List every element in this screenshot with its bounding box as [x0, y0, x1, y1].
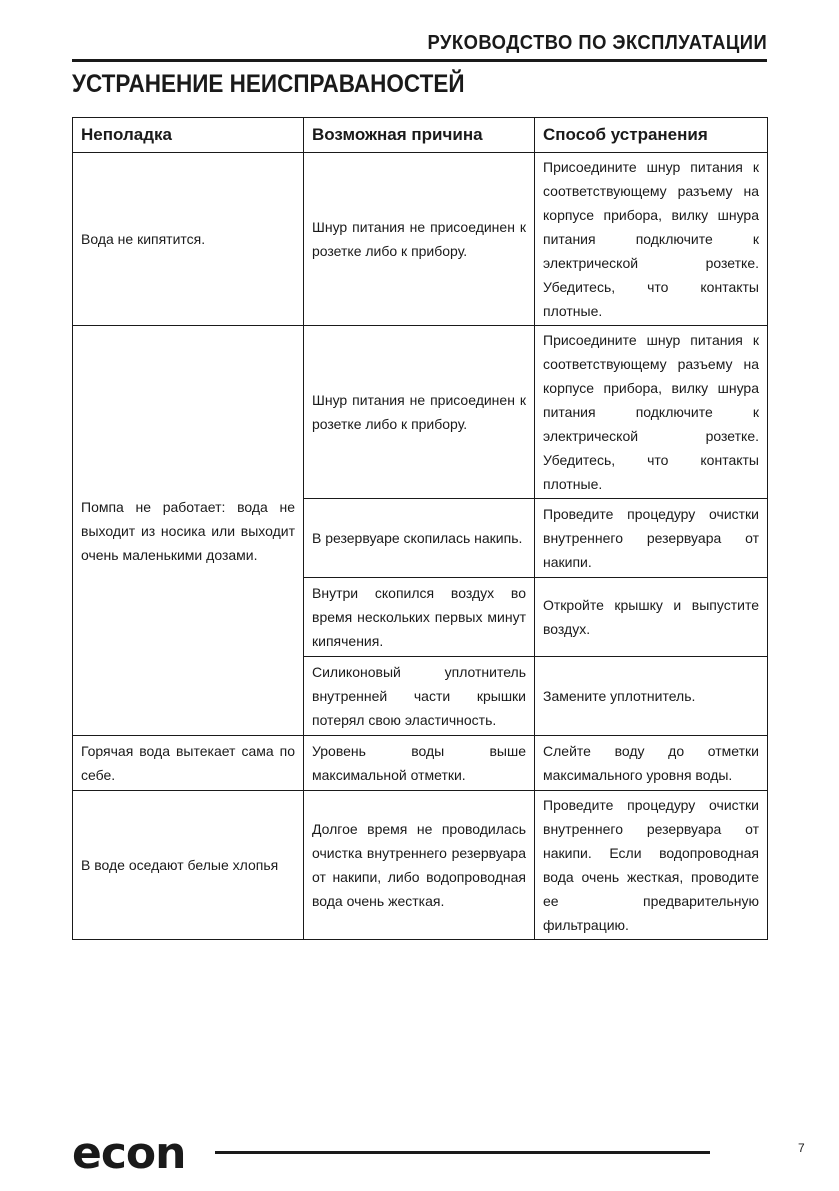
- problem-cell: Вода не кипятится.: [73, 153, 304, 326]
- troubleshooting-table: [72, 117, 768, 940]
- table-header-row: [73, 118, 768, 153]
- problem-cell: В воде оседают белые хлопья: [73, 791, 304, 940]
- problem-cell: Горячая вода вытекает сама по себе.: [73, 736, 304, 791]
- table-row: [73, 153, 768, 326]
- footer-divider: [215, 1151, 710, 1154]
- column-header-problem: Неполадка: [73, 118, 304, 153]
- page-title: УСТРАНЕНИЕ НЕИСПРАВАНОСТЕЙ: [72, 70, 465, 98]
- cause-cell: Шнур питания не присоединен к розетке либо к прибору.: [304, 326, 535, 499]
- cause-cell: Силиконовый уплотнитель внутренней части крышки потерял свою эластичность.: [304, 657, 535, 736]
- cause-cell: Шнур питания не присоединен к розетке либо к прибору.: [304, 153, 535, 326]
- problem-cell: Помпа не работает: вода не выходит из носика или выходит очень маленькими дозами.: [73, 326, 304, 736]
- cause-cell: В резервуаре скопилась накипь.: [304, 499, 535, 578]
- econ-logo: econ: [72, 1128, 186, 1179]
- header-divider: [72, 59, 767, 62]
- solution-cell: Проведите процедуру очистки внутреннего резервуара от накипи.: [535, 499, 768, 578]
- column-header-cause: Возможная причина: [304, 118, 535, 153]
- table-row: [73, 736, 768, 791]
- solution-cell: Откройте крышку и выпустите воздух.: [535, 578, 768, 657]
- solution-cell: Слейте воду до отметки максимального уровня воды.: [535, 736, 768, 791]
- cause-cell: Уровень воды выше максимальной отметки.: [304, 736, 535, 791]
- column-header-solution: Способ устранения: [535, 118, 768, 153]
- solution-cell: Присоедините шнур питания к соответствующему разъему на корпусе прибора, вилку шнура питания подключите к электрической розетке. Убедитесь, что контакты плотные.: [535, 153, 768, 326]
- cause-cell: Долгое время не проводилась очистка внутреннего резервуара от накипи, либо водопроводная вода очень жесткая.: [304, 791, 535, 940]
- solution-cell: Присоедините шнур питания к соответствующему разъему на корпусе прибора, вилку шнура питания подключите к электрической розетке. Убедитесь, что контакты плотные.: [535, 326, 768, 499]
- page-number: 7: [798, 1141, 805, 1155]
- cause-cell: Внутри скопился воздух во время нескольких первых минут кипячения.: [304, 578, 535, 657]
- section-title: РУКОВОДСТВО ПО ЭКСПЛУАТАЦИИ: [427, 32, 767, 54]
- solution-cell: Замените уплотнитель.: [535, 657, 768, 736]
- table-row: [73, 791, 768, 940]
- solution-cell: Проведите процедуру очистки внутреннего резервуара от накипи. Если водопроводная вода очень жесткая, проводите ее предварительную фильтрацию.: [535, 791, 768, 940]
- table-row: [73, 326, 768, 499]
